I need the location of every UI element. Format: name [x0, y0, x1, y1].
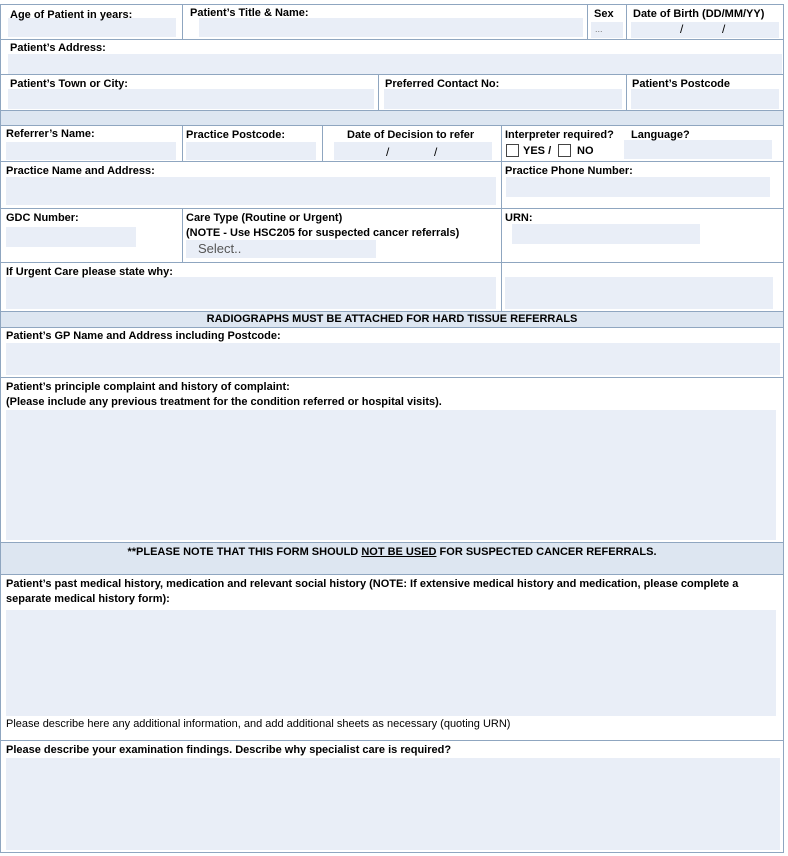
care-type-label: Care Type (Routine or Urgent) — [186, 212, 343, 224]
practice-name-field[interactable] — [6, 177, 496, 205]
address-label: Patient’s Address: — [10, 42, 106, 54]
referrer-name-label: Referrer’s Name: — [6, 128, 95, 140]
practice-name-label: Practice Name and Address: — [6, 165, 155, 177]
practice-postcode-label: Practice Postcode: — [186, 129, 286, 141]
gdc-number-field[interactable] — [6, 227, 136, 247]
gp-address-field[interactable] — [6, 343, 780, 375]
separator-band — [1, 111, 783, 125]
medical-history-note: separate medical history form): — [6, 593, 170, 605]
age-label: Age of Patient in years: — [10, 9, 133, 21]
care-type-note: (NOTE - Use HSC205 for suspected cancer referrals) — [186, 227, 460, 239]
interpreter-yes-checkbox[interactable] — [506, 144, 519, 157]
contact-field[interactable] — [384, 89, 622, 109]
complaint-note: (Please include any previous treatment for the condition referred or hospital visits). — [6, 396, 442, 408]
town-label: Patient’s Town or City: — [10, 78, 128, 90]
practice-postcode-field[interactable] — [186, 142, 316, 160]
care-type-value[interactable]: Select.. — [198, 241, 242, 256]
urgent-reason-field[interactable] — [6, 277, 496, 309]
medical-history-field[interactable] — [6, 610, 776, 716]
town-field[interactable] — [8, 89, 374, 109]
radiographs-notice: RADIOGRAPHS MUST BE ATTACHED FOR HARD TISSUE REFERRALS — [206, 313, 578, 325]
cancer-notice-emphasis: NOT BE USED — [361, 546, 437, 558]
title-name-label: Patient’s Title & Name: — [190, 7, 309, 19]
interpreter-no-label: NO — [577, 145, 594, 157]
decision-separator-1: / — [386, 145, 390, 159]
dob-label: Date of Birth (DD/MM/YY) — [633, 8, 765, 20]
medical-history-label: Patient’s past medical history, medication and relevant social history (NOTE: If extensive medical history and medication, please complete a — [6, 578, 739, 590]
complaint-field[interactable] — [6, 410, 776, 540]
examination-field[interactable] — [6, 758, 780, 850]
referrer-name-field[interactable] — [6, 142, 176, 160]
examination-label: Please describe your examination findings. Describe why specialist care is required? — [6, 744, 452, 756]
decision-label: Date of Decision to refer — [347, 129, 475, 141]
language-label: Language? — [631, 129, 690, 141]
cancer-notice — [1, 546, 783, 559]
title-name-field[interactable] — [199, 18, 583, 37]
sex-value: ... — [595, 24, 603, 34]
dob-field[interactable] — [631, 22, 779, 38]
urn-field[interactable] — [512, 224, 700, 244]
gdc-label: GDC Number: — [6, 212, 79, 224]
interpreter-label: Interpreter required? — [505, 129, 614, 141]
postcode-label: Patient’s Postcode — [632, 78, 731, 90]
urgent-reason-label: If Urgent Care please state why: — [6, 266, 173, 278]
dob-separator-1: / — [680, 22, 684, 36]
interpreter-no-checkbox[interactable] — [558, 144, 571, 157]
decision-separator-2: / — [434, 145, 438, 159]
complaint-label: Patient’s principle complaint and history of complaint: — [6, 381, 290, 393]
dob-separator-2: / — [722, 22, 726, 36]
contact-label: Preferred Contact No: — [385, 78, 500, 90]
postcode-field[interactable] — [631, 89, 779, 109]
additional-info-label: Please describe here any additional information, and add additional sheets as necessary (quoting URN) — [6, 718, 511, 730]
practice-phone-field[interactable] — [506, 177, 770, 197]
urgent-reason-field-right[interactable] — [505, 277, 773, 309]
address-field[interactable] — [8, 54, 782, 74]
gp-label: Patient’s GP Name and Address including Postcode: — [6, 330, 281, 342]
interpreter-yes-label: YES / — [523, 145, 552, 157]
cancer-notice-post: FOR SUSPECTED CANCER REFERRALS. — [436, 546, 657, 558]
practice-phone-label: Practice Phone Number: — [505, 165, 633, 177]
cancer-notice-pre: **PLEASE NOTE THAT THIS FORM SHOULD — [127, 546, 362, 558]
urn-label: URN: — [505, 212, 533, 224]
sex-label: Sex — [594, 8, 614, 20]
language-field[interactable] — [624, 140, 772, 159]
decision-date-field[interactable] — [334, 142, 492, 160]
